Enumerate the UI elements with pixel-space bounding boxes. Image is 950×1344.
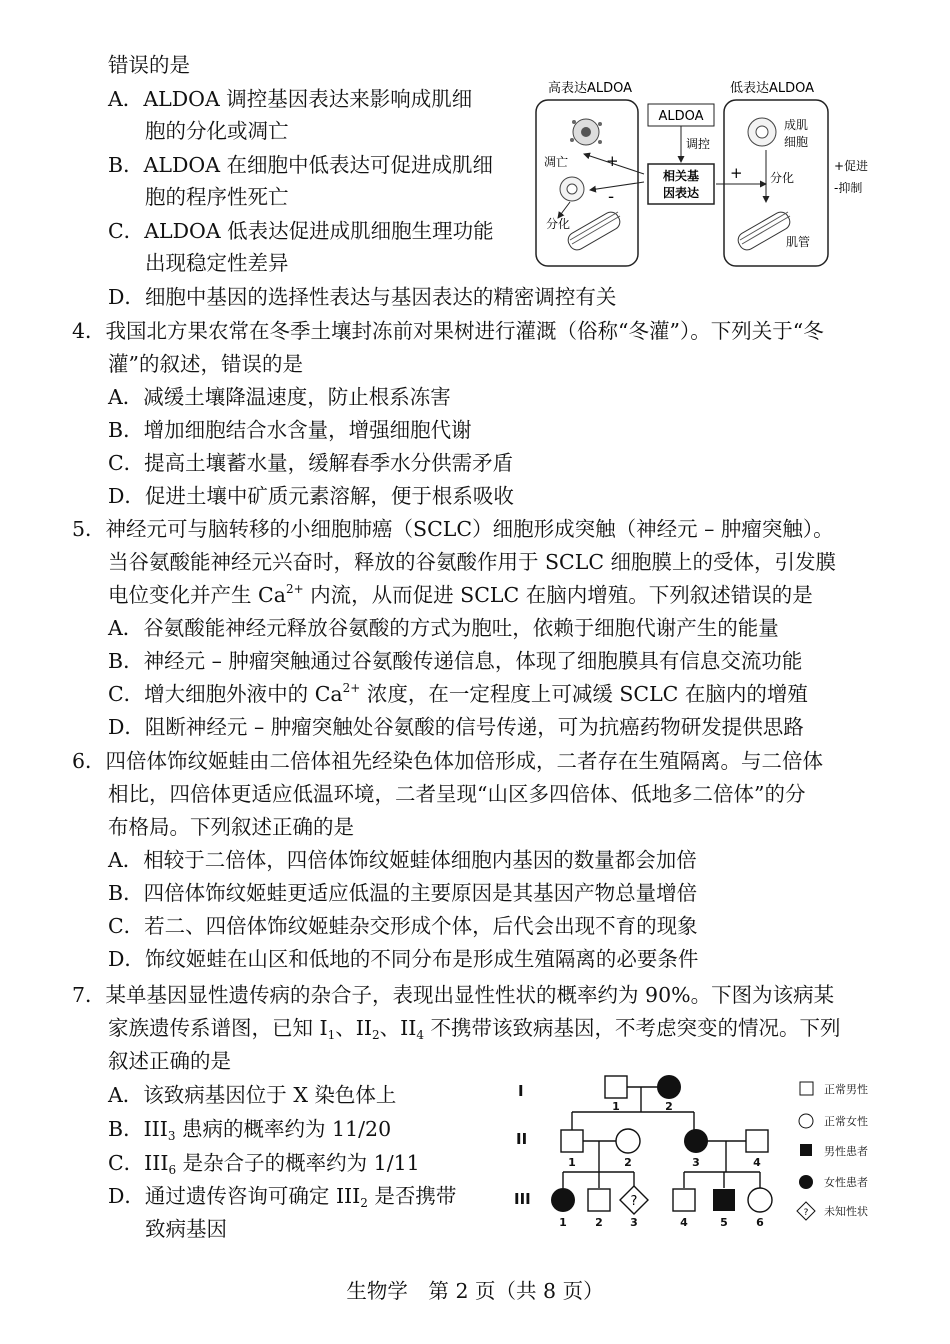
page-footer: 生物学 第 2 页（共 8 页） xyxy=(346,1279,604,1303)
svg-text:4: 4 xyxy=(753,1156,761,1169)
legend-normal-male-icon xyxy=(800,1082,813,1095)
svg-text:2: 2 xyxy=(595,1216,603,1229)
legend-affected-male: 男性患者 xyxy=(824,1145,868,1158)
q3-option-b-cont: 胞的程序性死亡 xyxy=(145,185,289,209)
unknown-question-mark: ? xyxy=(630,1194,638,1209)
III-2-normal-male xyxy=(588,1189,610,1211)
legend-affected-female: 女性患者 xyxy=(824,1176,868,1189)
svg-text:1: 1 xyxy=(568,1156,576,1169)
q4-option-c: C．提高土壤蓄水量，缓解春季水分供需矛盾 xyxy=(108,451,514,475)
II-4-normal-male xyxy=(746,1130,768,1152)
q7-option-d-cont: 致病基因 xyxy=(145,1217,227,1241)
svg-text:?: ? xyxy=(803,1208,809,1218)
legend-normal-female: 正常女性 xyxy=(824,1115,868,1128)
legend-affected-male-icon xyxy=(800,1144,812,1156)
q7-stem-2: 家族遗传系谱图，已知 $I_1$、$II_2$、$II_4$ 不携带该致病基因，不考虑突变的情况。下列 xyxy=(108,1016,841,1042)
q3-tail: 错误的是 xyxy=(108,53,190,77)
q5-option-d: D．阻断神经元 – 肿瘤突触处谷氨酸的信号传递，可为抗癌药物研发提供思路 xyxy=(108,715,804,739)
svg-text:4: 4 xyxy=(680,1216,688,1229)
q5-stem: 5．神经元可与脑转移的小细胞肺癌（SCLC）细胞形成突触（神经元 – 肿瘤突触）。 xyxy=(72,517,834,541)
myoblast-left-icon xyxy=(560,177,584,201)
high-expression-title: 高表达ALDOA xyxy=(548,81,633,96)
q3-option-a-cont: 胞的分化或凋亡 xyxy=(145,119,289,143)
generation-I-label: I xyxy=(518,1082,524,1100)
q4-stem-cont: 灌”的叙述，错误的是 xyxy=(108,352,303,376)
myoblast-right-icon xyxy=(748,118,776,146)
svg-text:3: 3 xyxy=(692,1156,700,1169)
apoptotic-cell-icon xyxy=(570,119,602,145)
q4-option-b: B．增加细胞结合水含量，增强细胞代谢 xyxy=(108,418,472,442)
III-4-normal-male xyxy=(673,1189,695,1211)
svg-text:3: 3 xyxy=(630,1216,638,1229)
myoblast-label-2: 细胞 xyxy=(784,135,809,149)
I-2-affected-female xyxy=(657,1075,681,1099)
q6-option-a: A．相较于二倍体，四倍体饰纹姬蛙体细胞内基因的数量都会加倍 xyxy=(108,848,697,872)
q5-stem-3: 电位变化并产生 $Ca^{2+}$ 内流，从而促进 SCLC 在脑内增殖。下列叙述错误的是 xyxy=(108,582,813,607)
II-2-normal-female xyxy=(616,1129,640,1153)
generation-II-label: II xyxy=(516,1130,528,1148)
II-3-affected-female xyxy=(684,1129,708,1153)
myotube-right-icon xyxy=(735,209,792,253)
differentiation-left-label: 分化 xyxy=(546,217,571,231)
q6-option-c: C．若二、四倍体饰纹姬蛙杂交形成个体，后代会出现不育的现象 xyxy=(108,914,698,938)
q5-option-c: C．增大细胞外液中的 $Ca^{2+}$ 浓度，在一定程度上可减缓 SCLC 在脑内的增殖 xyxy=(108,681,808,706)
plus-sign-left: + xyxy=(606,152,619,170)
I-1-normal-male xyxy=(605,1076,627,1098)
q7-option-a: A．该致病基因位于 X 染色体上 xyxy=(108,1083,397,1107)
II-1-normal-male xyxy=(561,1130,583,1152)
q4-stem: 4．我国北方果农常在冬季土壤封冻前对果树进行灌溉（俗称“冬灌”）。下列关于“冬 xyxy=(72,319,824,343)
legend-inhibit: -抑制 xyxy=(834,181,863,195)
q6-stem-2: 相比，四倍体更适应低温环境，二者呈现“山区多四倍体、低地多二倍体”的分 xyxy=(108,782,806,806)
svg-text:1: 1 xyxy=(559,1216,567,1229)
III-5-affected-male xyxy=(713,1189,735,1211)
arrow-to-myoblast xyxy=(590,182,644,190)
svg-text:5: 5 xyxy=(720,1216,728,1229)
myotube-label: 肌管 xyxy=(786,235,811,249)
q3-option-d: D．细胞中基因的选择性表达与基因表达的精密调控有关 xyxy=(108,285,617,309)
q6-option-d: D．饰纹姬蛙在山区和低地的不同分布是形成生殖隔离的必要条件 xyxy=(108,947,699,971)
q7-stem: 7．某单基因显性遗传病的杂合子，表现出显性性状的概率约为 90%。下图为该病某 xyxy=(72,983,835,1007)
legend-normal-female-icon xyxy=(799,1114,813,1128)
arrow-to-differentiation xyxy=(558,202,570,218)
q4-option-a: A．减缓土壤降温速度，防止根系冻害 xyxy=(108,385,451,409)
q5-option-b: B．神经元 – 肿瘤突触通过谷氨酸传递信息，体现了细胞膜具有信息交流功能 xyxy=(108,649,803,673)
q3-option-b: B．ALDOA 在细胞中低表达可促进成肌细 xyxy=(108,153,494,177)
svg-text:6: 6 xyxy=(756,1216,764,1229)
low-expression-title: 低表达ALDOA xyxy=(730,81,815,96)
q6-stem: 6．四倍体饰纹姬蛙由二倍体祖先经染色体加倍形成，二者存在生殖隔离。与二倍体 xyxy=(72,749,824,773)
legend-promote: +促进 xyxy=(834,159,869,173)
q5-stem-2: 当谷氨酸能神经元兴奋时，释放的谷氨酸作用于 SCLC 细胞膜上的受体，引发膜 xyxy=(108,550,837,574)
plus-sign-right: + xyxy=(730,164,743,182)
myoblast-label-1: 成肌 xyxy=(784,118,809,132)
svg-text:2: 2 xyxy=(624,1156,632,1169)
gene-box-line-2: 因表达 xyxy=(662,186,700,200)
q7-stem-3: 叙述正确的是 xyxy=(108,1049,231,1073)
legend-affected-female-icon xyxy=(799,1175,813,1189)
differentiation-right-label: 分化 xyxy=(770,171,795,185)
apoptosis-label: 凋亡 xyxy=(544,155,569,169)
legend-normal-male: 正常男性 xyxy=(824,1083,868,1096)
minus-sign-left: - xyxy=(608,187,615,207)
q3-option-a: A．ALDOA 调控基因表达来影响成肌细 xyxy=(108,87,473,111)
pedigree-chart xyxy=(508,1068,888,1236)
III-1-affected-female xyxy=(551,1188,575,1212)
svg-text:1: 1 xyxy=(612,1100,620,1113)
generation-III-label: III xyxy=(514,1190,531,1208)
q7-option-d: D．通过遗传咨询可确定 $III_2$ 是否携带 xyxy=(108,1184,457,1210)
q7-option-b: B．$III_3$ 患病的概率约为 11/20 xyxy=(108,1117,392,1143)
svg-text:2: 2 xyxy=(665,1100,673,1113)
q3-option-c: C．ALDOA 低表达促进成肌细胞生理功能 xyxy=(108,219,494,243)
aldoa-box-label: ALDOA xyxy=(658,109,704,124)
gene-box-line-1: 相关基 xyxy=(662,169,700,183)
q6-stem-3: 布格局。下列叙述正确的是 xyxy=(108,815,354,839)
aldoa-figure xyxy=(530,74,890,274)
regulate-label: 调控 xyxy=(686,137,711,151)
legend-unknown: 未知性状 xyxy=(824,1205,868,1218)
q6-option-b: B．四倍体饰纹姬蛙更适应低温的主要原因是其基因产物总量增倍 xyxy=(108,881,698,905)
q4-option-d: D．促进土壤中矿质元素溶解，便于根系吸收 xyxy=(108,484,514,508)
q5-option-a: A．谷氨酸能神经元释放谷氨酸的方式为胞吐，依赖于细胞代谢产生的能量 xyxy=(108,616,779,640)
myotube-left-icon xyxy=(565,209,622,253)
III-6-normal-female xyxy=(748,1188,772,1212)
q7-option-c: C．$III_6$ 是杂合子的概率约为 1/11 xyxy=(108,1151,420,1177)
q3-option-c-cont: 出现稳定性差异 xyxy=(145,251,289,275)
